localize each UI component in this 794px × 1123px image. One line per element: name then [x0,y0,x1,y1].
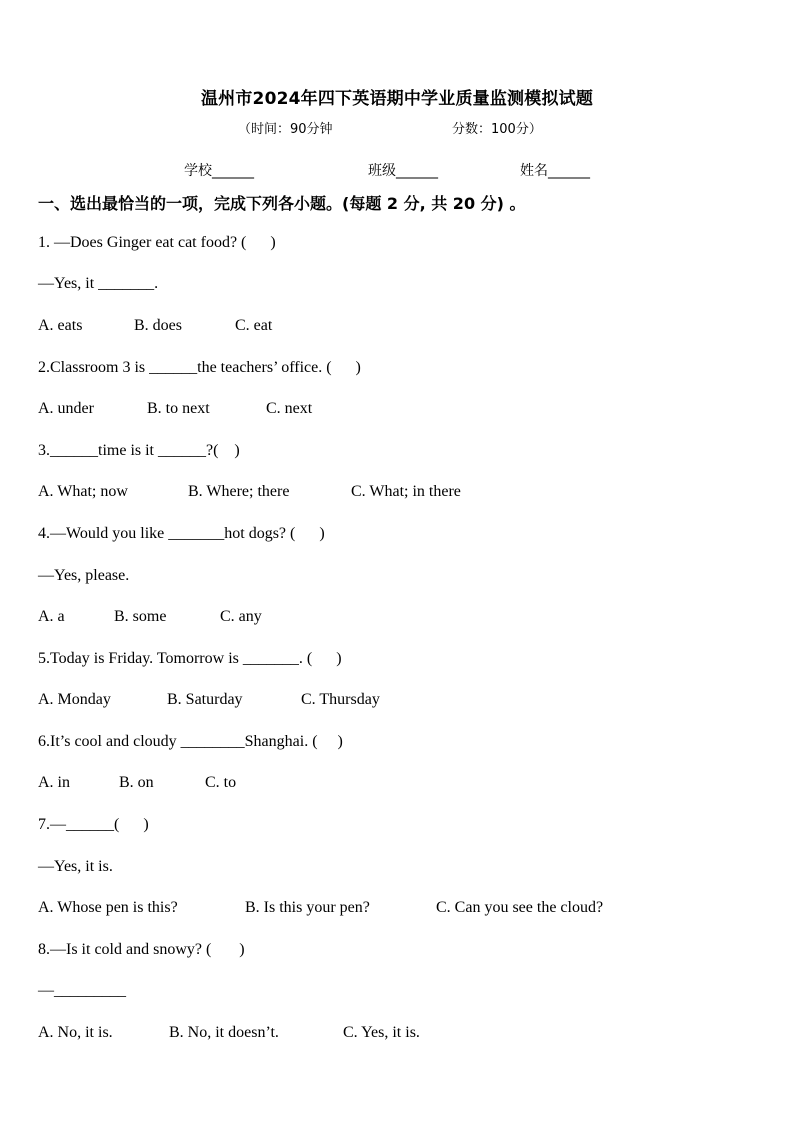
q1-option-b: B. does [134,317,182,334]
q5-option-c: C. Thursday [301,691,380,708]
q3-option-b: B. Where; there [188,483,290,500]
page-title: 温州市2024年四下英语期中学业质量监测模拟试题 [200,89,594,109]
q7-option-b: B. Is this your pen? [245,899,370,916]
q2-option-b: B. to next [147,400,210,417]
question-4-stem: 4.—Would you like _______hot dogs? ( ) [38,525,325,542]
q6-option-b: B. on [119,774,154,791]
q7-option-c: C. Can you see the cloud? [436,899,604,916]
q8-option-a: A. No, it is. [38,1024,113,1041]
q7-option-a: A. Whose pen is this? [38,899,178,916]
q6-option-c: C. to [205,774,237,791]
school-field: 学校______ [184,163,254,179]
q8-option-b: B. No, it doesn’t. [169,1024,279,1041]
question-8-answer-line: —_________ [38,982,126,999]
question-5-stem: 5.Today is Friday. Tomorrow is _______. ( ) [38,650,342,667]
q6-option-a: A. in [38,774,70,791]
question-2-stem: 2.Classroom 3 is ______the teachers’ office. ( ) [38,359,361,376]
q5-option-b: B. Saturday [167,691,243,708]
class-field: 班级______ [368,163,438,179]
q8-option-c: C. Yes, it is. [343,1024,420,1041]
exam-score: 分数：100分） [452,122,542,137]
question-7-answer-line: —Yes, it is. [38,858,113,875]
q2-option-a: A. under [38,400,94,417]
section-heading: 一、选出最恰当的一项，完成下列各小题。(每题 2 分, 共 20 分) 。 [38,194,526,213]
q3-option-a: A. What; now [38,483,128,500]
exam-time: （时间：90分钟 [238,122,333,137]
question-3-stem: 3.______time is it ______?( ) [38,442,240,459]
q5-option-a: A. Monday [38,691,111,708]
q3-option-c: C. What; in there [351,483,461,500]
question-1-stem: 1. —Does Ginger eat cat food? ( ) [38,234,276,251]
question-4-answer-line: —Yes, please. [38,567,130,584]
q1-option-a: A. eats [38,317,83,334]
q2-option-c: C. next [266,400,313,417]
q4-option-b: B. some [114,608,167,625]
question-8-stem: 8.—Is it cold and snowy? ( ) [38,941,245,958]
question-7-stem: 7.—______( ) [38,816,149,833]
name-field: 姓名______ [520,163,590,179]
question-6-stem: 6.It’s cool and cloudy ________Shanghai. ( ) [38,733,343,750]
q4-option-a: A. a [38,608,65,625]
q4-option-c: C. any [220,608,262,625]
question-1-answer-line: —Yes, it _______. [38,275,159,292]
q1-option-c: C. eat [235,317,273,334]
